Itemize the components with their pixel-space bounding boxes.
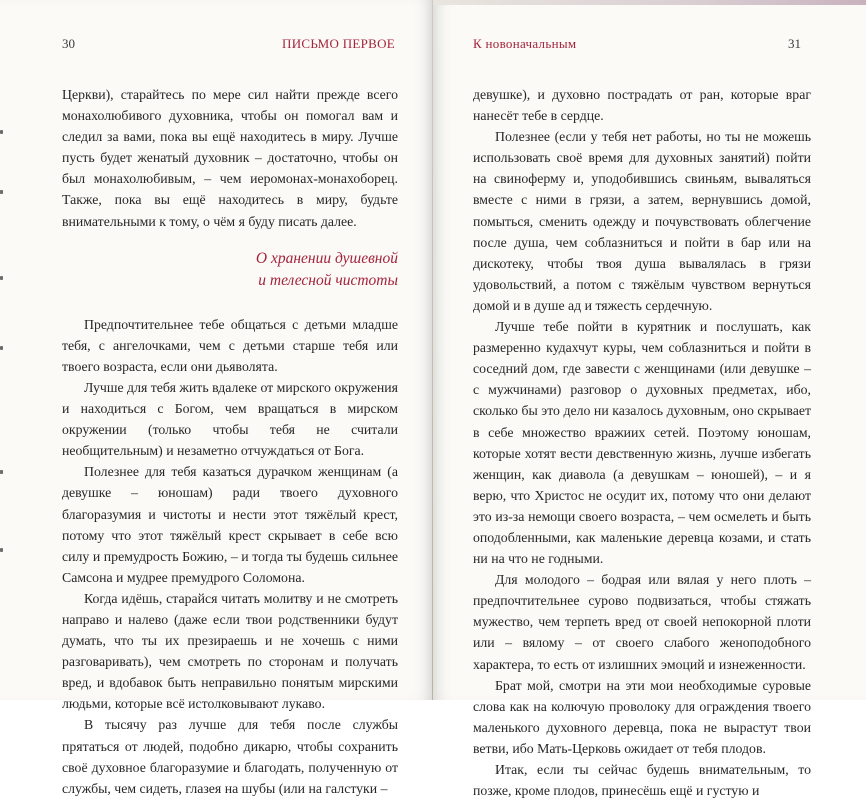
right-running-head: К новоначальным (473, 36, 577, 51)
paragraph: Предпочтительнее тебе общаться с детьми младше тебя, с ангелочками, чем с детьми старше тебя или твоего возраста, если они дьяволята. (62, 316, 398, 374)
paragraph: В тысячу раз лучше для тебя после службы прятаться от людей, подобно дикарю, чтобы сохранить своё духовное благоразумие и благодать, полученную от службы, чем сидеть, глазея на шубы (или на галстуки – (62, 717, 398, 796)
paragraph: Лучше для тебя жить вдалеке от мирского окружения и находиться с Богом, чем вращаться в мирском окружении (только чтобы тебя не считали необщительным) и незаметно отчуждаться от Бога. (62, 379, 398, 459)
heading-line: О хранении душевной (255, 249, 398, 267)
page-edge-mark (0, 190, 3, 194)
right-page (433, 0, 866, 799)
left-body-text (62, 84, 398, 799)
heading-line: и телесной чистоты (258, 271, 398, 289)
paragraph: Полезнее для тебя казаться дурачком женщинам (а девушке – юношам) ради твоего духовного благоразумия и чистоты и нести этот тяжёлый крест, потому что этот тяжёлый крест скрывает в себе всю силу и премудрость Божию, – и тогда ты будешь сильнее Самсона и мудрее премудрого Соломона. (62, 464, 398, 585)
page-edge-mark (0, 548, 3, 552)
page-top-edge (433, 0, 866, 5)
paragraph: Итак, если ты сейчас будешь внимательным, то позже, кроме плодов, принесёшь ещё и густую и (473, 762, 811, 799)
paragraph: Церкви), старайтесь по мере сил найти прежде всего монахолюбивого духовника, чтобы он помогал вам и следил за вами, пока вы ещё находитесь в миру. Лучше пусть будет женатый духовник – достаточно, чтобы он был монахолюбивым, – чем иеромонах-монахоборец. Также, пока вы ещё находитесь в миру, будьте внимательными к тому, о чём я буду писать далее. (62, 87, 398, 229)
section-heading (62, 248, 398, 292)
page-edge-mark (0, 276, 3, 280)
page-edge-mark (0, 346, 3, 350)
paragraph: Лучше тебе пойти в курятник и послушать, как размеренно кудахчут куры, чем соблазниться и пойти в соседний дом, где завести с женщинами (или девушке – с мужчинами) разговор о духовных предметах, ибо, сколько бы это дело ни казалось духовным, оно скрывает в себе множество вражиих сетей. Поэтому юношам, которые хотят вести девственную жизнь, лучше избегать женщин, как диавола (а девушкам – юношей), – и я верю, что Христос не осудит их, потому что они делают это из-за немощи своего возраста, – чем осмелеть и быть оподобленными, как маленькие деревца козами, и стать ни на что не годными. (473, 319, 811, 567)
page-edge-mark (0, 470, 3, 474)
page-edge-mark (0, 130, 3, 134)
right-page-number: 31 (788, 36, 801, 51)
left-page (0, 0, 433, 796)
paragraph: девушке), и духовно пострадать от ран, которые враг нанесёт тебе в сердце. (473, 87, 811, 124)
left-page-number: 30 (62, 36, 75, 51)
left-running-head: ПИСЬМО ПЕРВОЕ (282, 36, 396, 51)
paragraph: Для молодого – бодрая или вялая у него плоть – предпочтительнее сурово подвизаться, чтобы стяжать мужество, чем терпеть вред от своей непокорной плоти или – вялому – от своего слабого женоподобного характера, то есть от излишних эмоций и изнеженности. (473, 572, 811, 672)
paragraph: Брат мой, смотри на эти мои необходимые суровые слова как на колючую проволоку для ограждения твоего маленького духовного деревца, пока не вырастут твои ветви, ибо Мать-Церковь ожидает от тебя плодов. (473, 677, 811, 756)
paragraph: Полезнее (если у тебя нет работы, но ты не можешь использовать своё время для духовных занятий) пойти на свиноферму и, уподобившись свиньям, вываляться вместе с ними в грязи, а затем, вернувшись домой, помыться, сменить одежду и почувствовать облегчение после душа, чем соблазниться и пойти в бар или на дискотеку, чтобы твоя душа вывалялась в грязи удовольствий, а потом с тяжёлым чувством вернуться домой и в душе ад и тяжесть сердечную. (473, 129, 811, 313)
right-body-text (473, 84, 811, 801)
paragraph: Когда идёшь, старайся читать молитву и не смотреть направо и налево (даже если твои родственники будут думать, что ты их презираешь и не хочешь с ними разговаривать), чем смотреть по сторонам и получать вред, и вдобавок быть неправильно понятым мирскими людьми, которые всё истолковывают лукаво. (62, 590, 398, 712)
